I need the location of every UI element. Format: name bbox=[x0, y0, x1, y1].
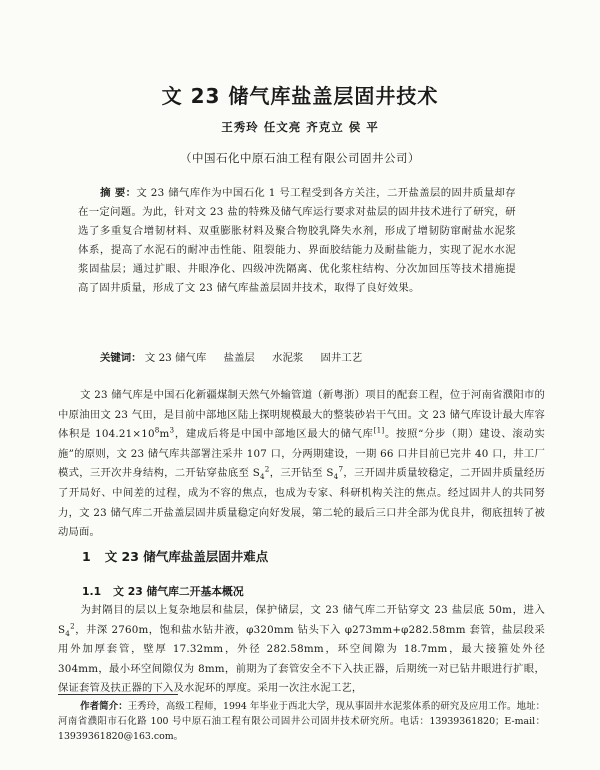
keywords bbox=[78, 349, 516, 368]
abstract-text: 文 23 储气库作为中国石化 1 号工程受到各方关注，二开盐盖层的固井质量却存在一定问题。为此，针对文 23 盐的特殊及储气库运行要求对盐层的固井技术进行了研究，研选了多重复合增韧材料、双重膨胀材料及聚合物胶乳降失水剂，形成了增韧防窜耐盐水泥浆体系，提高了水泥石的耐冲击性能、阻裂能力、界面胶结能力及耐盐能力，实现了泥水水泥浆固盐层；通过扩眼、井眼净化、四级冲洗隔离、优化浆柱结构、分次加回压等技术措施提高了固井质量，形成了文 23 储气库盐盖层固井技术，取得了良好效果。 bbox=[78, 187, 516, 294]
abstract bbox=[78, 184, 516, 298]
keyword: 固井工艺 bbox=[320, 352, 363, 364]
subsection-heading: 1.1 文 23 储气库二开基本概况 bbox=[82, 585, 244, 598]
keyword: 水泥浆 bbox=[272, 352, 304, 364]
paper-title: 文 23 储气库盐盖层固井技术 bbox=[161, 84, 439, 108]
keyword: 盐盖层 bbox=[223, 352, 255, 364]
intro-paragraph: 文 23 储气库是中国石化新疆煤制天然气外输管道（新粤浙）项目的配套工程，位于河南省濮阳市的中原油田文 23 气田，是目前中部地区陆上探明规模最大的整装砂岩干气田。文 23 储气库设计最大库容体积是 $104.21\times 10^8m^3$，建成后将是中国中部地区最大的储气库[1]。按照“分步（期）建设、滚动实施”的原则，文 23 储气库共部署注采井 107 口，分两期建设，一期 66 口井目前已完井 40 口，井工厂模式，三开次井身结构，二开钻穿盐底至 $S_4^2$，三开钻至 $S_4^7$，三开固井质量较稳定，二开固井质量经历了开局好、中间差的过程，成为不容的焦点，也成为专家、科研机构关注的焦点。经过固井人的共同努力，文 23 储气库二开盐盖层固井质量稳定向好发展，第二轮的最后三口井全部为优良井，彻底扭转了被动局面。 bbox=[58, 389, 546, 539]
section-heading: 1 文 23 储气库盐盖层固井难点 bbox=[82, 549, 269, 564]
footnote-text: 王秀玲，高级工程师，1994 年毕业于西北大学，现从事固井水泥浆体系的研究及应用工作。地址：河南省濮阳市石化路 100 号中原石油工程有限公司固井公司固井技术研究所。电话：13939361820；E-mail：13939361820@163.com。 bbox=[58, 701, 545, 742]
keyword: 文 23 储气库 bbox=[144, 352, 207, 364]
affiliation: （中国石化中原石油工程有限公司固井公司） bbox=[180, 151, 420, 165]
authors: 王秀玲 任文亮 齐克立 侯 平 bbox=[221, 120, 379, 134]
keywords-label: 关键词： bbox=[100, 352, 142, 364]
citation-ref: [1] bbox=[373, 425, 385, 435]
footnote-divider bbox=[58, 694, 178, 695]
footnote-label: 作者简介： bbox=[80, 701, 128, 712]
section-paragraph: 为封隔目的层以上复杂地层和盐层，保护储层，文 23 储气库二开钻穿文 23 盐层底 50m，进入 $S_4^2$，井深 2760m，饱和盐水钻井液，φ320mm 钻头下入 φ273mm+φ282.58mm 套管，盐层段采用外加厚套管，壁厚 17.32mm，外径 282.58mm，环空间隙为 18.7mm，最大接箍处外径 304mm，最小环空间隙仅为 8mm，前期为了套管安全不下入扶正器，后期统一对已钻井眼进行扩眼，保证套管及扶正器的下入及水泥环的厚度。采用一次注水泥工艺， bbox=[58, 604, 545, 695]
author-footnote bbox=[58, 699, 545, 744]
abstract-label: 摘 要： bbox=[100, 187, 137, 199]
